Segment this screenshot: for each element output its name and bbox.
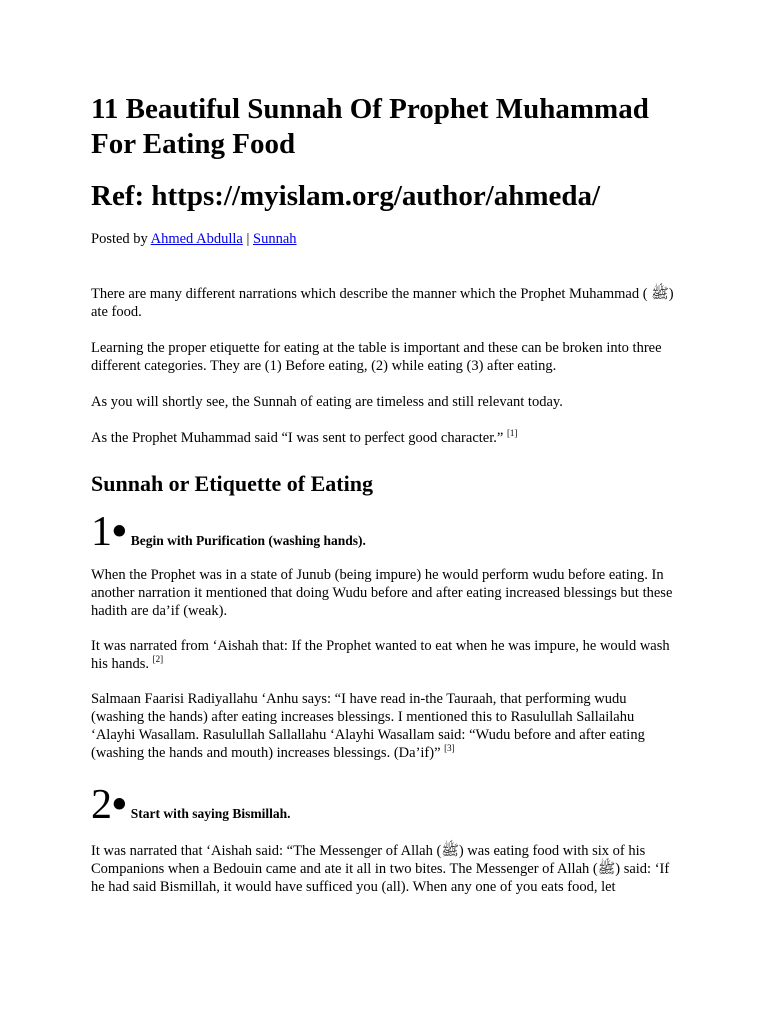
- byline: [91, 230, 681, 248]
- step-1-paragraph-3-text: Salmaan Faarisi Radiyallahu ‘Anhu says: “I have read in-the Tauraah, that performing wudu (washing the hands) after eating increases blessings. I mentioned this to Rasulullah Sallailahu ‘Alayhi Wasallam. Rasulullah Sallallahu ‘Alayhi Wasallam said: “Wudu before and after eating (washing the hands and mouth) increases blessings. (Da’if)”: [91, 691, 645, 761]
- step-bullet: •: [112, 509, 127, 555]
- step-1-paragraph-2: [91, 637, 681, 673]
- article-title: 11 Beautiful Sunnah Of Prophet Muhammad For Eating Food: [91, 93, 649, 160]
- intro-paragraph-4-text: As the Prophet Muhammad said “I was sent to perfect good character.”: [91, 430, 504, 446]
- step-1-paragraph-1: When the Prophet was in a state of Junub (being impure) he would perform wudu before eating. In another narration it mentioned that doing Wudu before and after eating increased blessings but these hadith are da’if (weak).: [91, 567, 673, 619]
- step-1-paragraph-3: [91, 690, 681, 762]
- footnote-ref[interactable]: [1]: [506, 428, 518, 438]
- category-link[interactable]: Sunnah: [253, 231, 297, 247]
- step-title: Begin with Purification (washing hands).: [130, 533, 366, 548]
- step-number: 2: [91, 782, 112, 828]
- step-bullet: •: [112, 782, 127, 828]
- intro-paragraph-3: As you will shortly see, the Sunnah of eating are timeless and still relevant today.: [91, 394, 563, 410]
- footnote-ref[interactable]: [3]: [444, 743, 455, 753]
- article: [91, 92, 681, 896]
- footnote-ref[interactable]: [2]: [152, 654, 164, 664]
- step-2-heading: [91, 784, 681, 826]
- section-heading: Sunnah or Etiquette of Eating: [91, 471, 373, 496]
- author-link[interactable]: Ahmed Abdulla: [150, 231, 243, 247]
- byline-separator: |: [242, 231, 254, 247]
- step-1-paragraph-2-text: It was narrated from ‘Aishah that: If the Prophet wanted to eat when he was impure, he would wash his hands.: [91, 638, 670, 672]
- article-ref: Ref: https://myislam.org/author/ahmeda/: [91, 180, 601, 212]
- intro-paragraph-1: There are many different narrations which describe the manner which the Prophet Muhammad ( ﷺ) ate food.: [91, 286, 674, 320]
- step-2-paragraph-1: It was narrated that ‘Aishah said: “The Messenger of Allah (ﷺ) was eating food with six of his Companions when a Bedouin came and ate it all in two bites. The Messenger of Allah (ﷺ) said: ‘If he had said Bismillah, it would have sufficed you (all). When any one of you eats food, let: [91, 843, 670, 895]
- intro-paragraph-4: [91, 429, 681, 447]
- step-1-heading: [91, 511, 681, 553]
- byline-prefix: Posted by: [91, 231, 151, 247]
- intro-paragraph-2: Learning the proper etiquette for eating at the table is important and these can be broken into three different categories. They are (1) Before eating, (2) while eating (3) after eating.: [91, 340, 662, 374]
- step-number: 1: [91, 509, 112, 555]
- step-title: Start with saying Bismillah.: [130, 806, 291, 821]
